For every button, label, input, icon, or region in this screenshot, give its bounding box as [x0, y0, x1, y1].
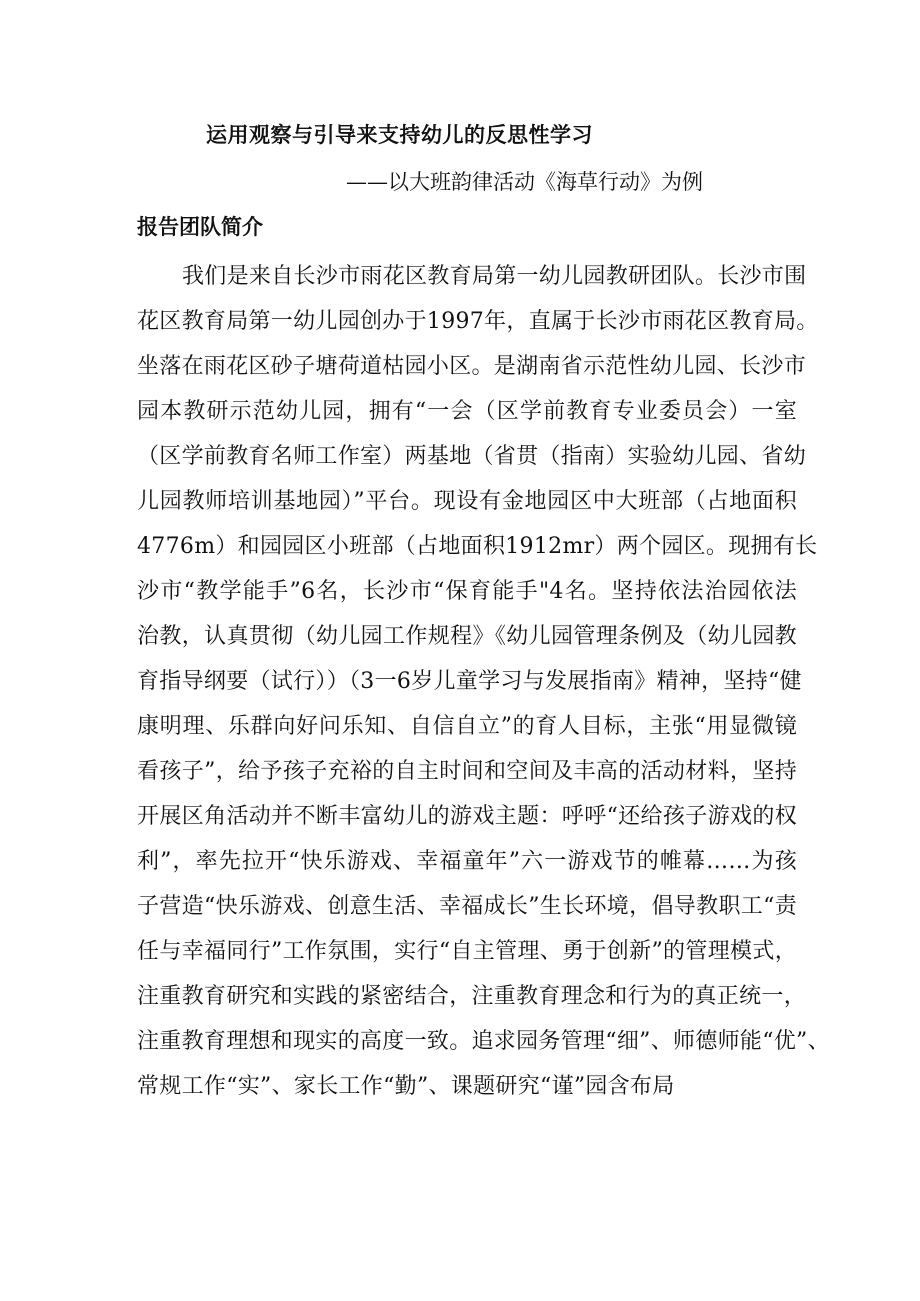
- body-line: 注重教育理想和现实的高度一致。追求园务管理“细”、师德师能“优”、: [137, 1029, 830, 1054]
- document-title: 运用观察与引导来支持幼儿的反思性学习: [206, 123, 593, 147]
- body-line: 利”，率先拉开“快乐游戏、幸福童年”六一游戏节的帷幕……为孩: [137, 849, 797, 874]
- body-line: 治教，认真贯彻（幼儿园工作规程》《幼儿园管理条例及（幼儿园教: [137, 624, 797, 649]
- body-line: 开展区角活动并不断丰富幼儿的游戏主题：呼呼“还给孩子游戏的权: [137, 804, 797, 829]
- body-line: 育指导纲要（试行））（3一6岁儿童学习与发展指南》精神，坚持“健: [137, 669, 802, 694]
- body-line: 我们是来自长沙市雨花区教育局第一幼儿园教研团队。长沙市围: [182, 264, 807, 289]
- body-line: 子营造“快乐游戏、创意生活、幸福成长”生长环境，倡导教职工“责: [137, 894, 797, 919]
- body-line: 4776m）和园园区小班部（占地面积1912mr）两个园区。现拥有长: [137, 534, 818, 559]
- body-line: 沙市“教学能手”6名，长沙市“保育能手"4名。坚持依法治园依法: [137, 579, 797, 604]
- body-line: 康明理、乐群向好问乐知、自信自立”的育人目标，主张“用显微镜: [137, 714, 797, 739]
- body-line: 注重教育研究和实践的紧密结合，注重教育理念和行为的真正统一，: [137, 984, 807, 1009]
- body-paragraph: [137, 257, 830, 1112]
- body-line: 儿园教师培训基地园）”平台。现设有金地园区中大班部（占地面积: [137, 489, 797, 514]
- body-line: 常规工作“实”、家长工作“勤”、课题研究“谨”园含布局: [137, 1074, 675, 1099]
- body-line: 园本教研示范幼儿园，拥有“一会（区学前教育专业委员会）一室: [137, 399, 797, 424]
- body-line: 坐落在雨花区砂子塘荷道枯园小区。是湖南省示范性幼儿园、长沙市: [137, 354, 807, 379]
- document-subtitle: ——以大班韵律活动《海草行动》为例: [346, 170, 703, 194]
- section-heading: 报告团队简介: [137, 215, 263, 239]
- body-line: 花区教育局第一幼儿园创办于1997年，直属于长沙市雨花区教育局。: [137, 309, 819, 334]
- body-line: 任与幸福同行”工作氛围，实行“自主管理、勇于创新”的管理模式，: [137, 939, 797, 964]
- body-line: （区学前教育名师工作室）两基地（省贯（指南）实验幼儿园、省幼: [137, 444, 807, 469]
- body-line: 看孩子”，给予孩子充裕的自主时间和空间及丰高的活动材料，坚持: [137, 759, 797, 784]
